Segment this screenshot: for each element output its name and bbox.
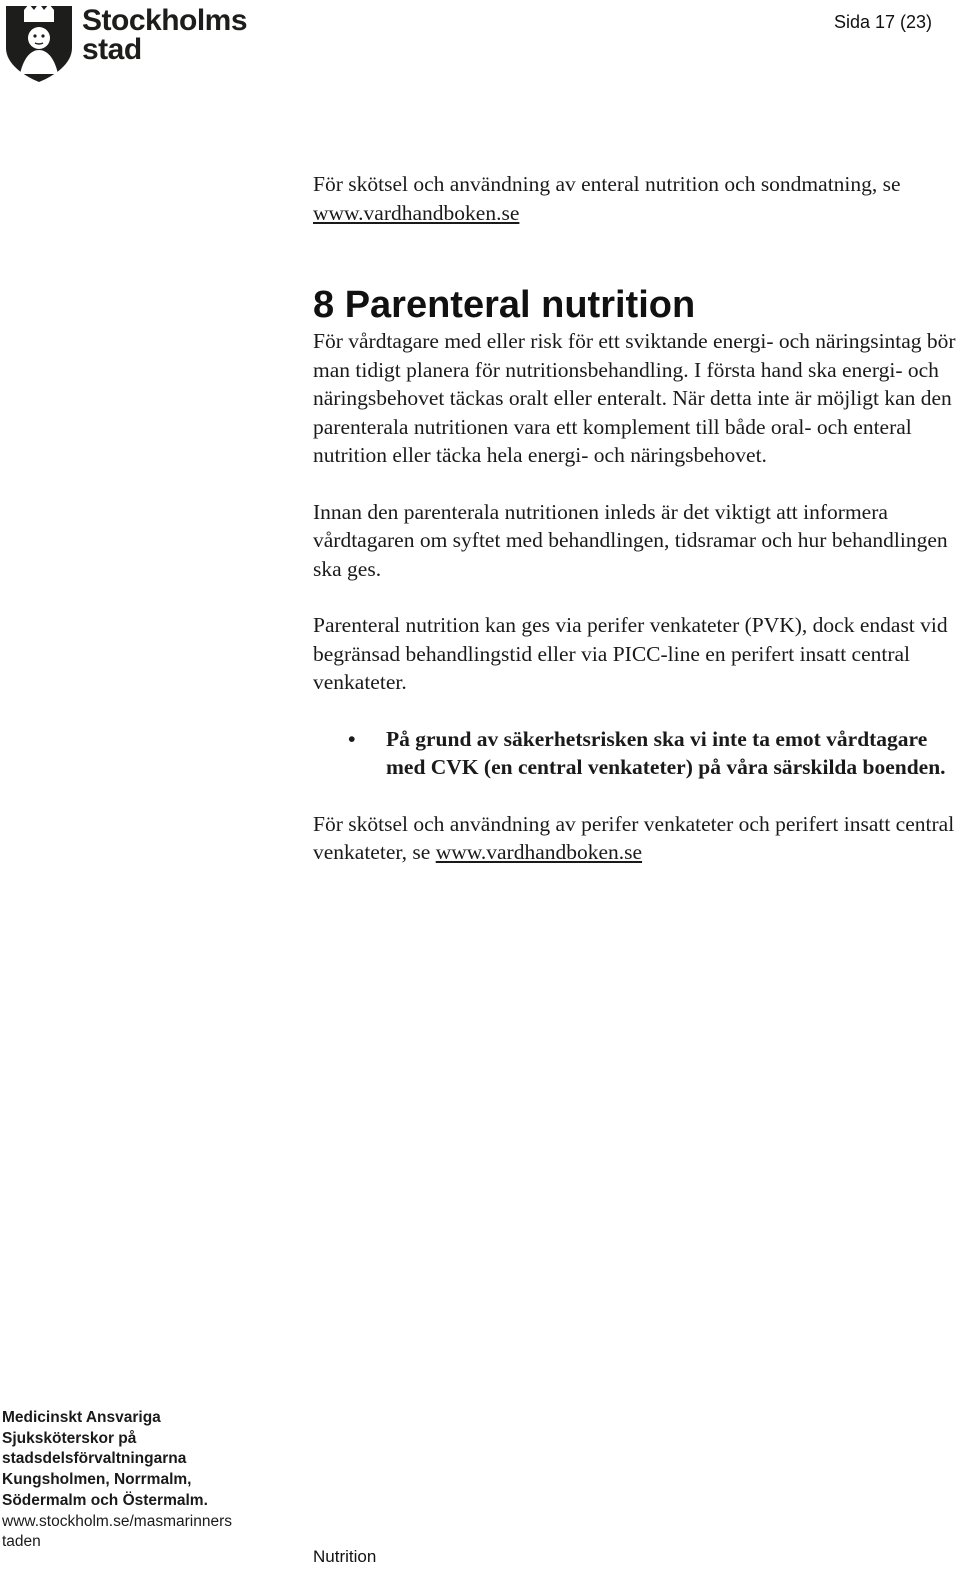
vardhandboken-link[interactable]: www.vardhandboken.se bbox=[313, 200, 520, 225]
logo-line-2: stad bbox=[82, 33, 142, 66]
bullet-item: • På grund av säkerhetsrisken ska vi inte ta emot vårdtagare med CVK (en central venkateter) på våra särskilda boenden. bbox=[386, 725, 958, 782]
vardhandboken-link[interactable]: www.vardhandboken.se bbox=[435, 840, 643, 864]
closing-paragraph bbox=[313, 810, 958, 867]
intro-text: För skötsel och användning av enteral nutrition och sondmatning, se bbox=[313, 172, 901, 196]
footer-section-title: Nutrition bbox=[313, 1547, 377, 1566]
footer-organization bbox=[2, 1408, 252, 1553]
footer-url-continued: taden bbox=[2, 1533, 41, 1551]
page-number: Sida 17 (23) bbox=[833, 12, 932, 32]
stockholm-crest-icon bbox=[4, 2, 74, 84]
footer-url: www.stockholm.se/masmarinners bbox=[2, 1512, 232, 1530]
footer-org-line: Sjuksköterskor på bbox=[2, 1429, 137, 1447]
paragraph: Parenteral nutrition kan ges via perifer venkateter (PVK), dock endast vid begränsad behandlingstid eller via PICC-line en perifert insatt central venkateter. bbox=[313, 613, 948, 694]
bullet-list bbox=[313, 725, 958, 782]
footer-org-line: stadsdelsförvaltningarna bbox=[2, 1450, 187, 1468]
document-body bbox=[313, 170, 958, 895]
paragraph: Innan den parenterala nutritionen inleds är det viktigt att informera vårdtagaren om syftet med behandlingen, tidsramar och hur behandlingen ska ges. bbox=[313, 499, 948, 581]
paragraph: För vårdtagare med eller risk för ett sviktande energi- och näringsintag bör man tidigt planera för nutritionsbehandling. I första hand ska energi- och näringsbehovet täckas oralt eller enteralt. När detta inte är möjligt kan den parenterala nutritionen vara ett komplement till både oral- och enteral nutrition eller täcka hela energi- och näringsbehovet. bbox=[313, 329, 956, 467]
section-heading: 8 Parenteral nutrition bbox=[313, 284, 696, 326]
logo-line-1: Stockholms bbox=[82, 4, 248, 37]
footer-org-line: Medicinskt Ansvariga bbox=[2, 1409, 161, 1426]
footer-org-line: Södermalm och Östermalm. bbox=[2, 1491, 208, 1509]
footer-org-line: Kungsholmen, Norrmalm, bbox=[2, 1471, 192, 1489]
intro-paragraph bbox=[313, 170, 958, 227]
stockholm-logo bbox=[4, 2, 248, 84]
closing-text: För skötsel och användning av perifer venkateter och perifert insatt central venkateter, se bbox=[313, 811, 955, 864]
